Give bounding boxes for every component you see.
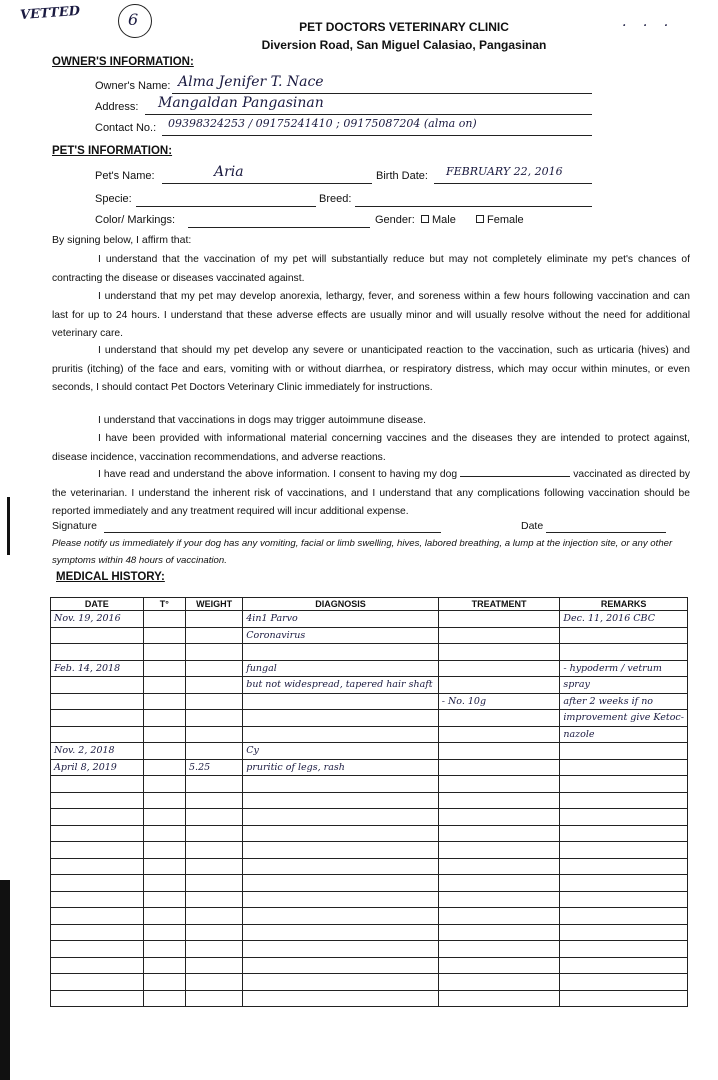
- medical-table-body: [51, 611, 688, 1007]
- table-cell[interactable]: [51, 875, 144, 892]
- pet-section-title: PET'S INFORMATION:: [52, 145, 173, 157]
- table-cell[interactable]: [143, 924, 185, 941]
- address-value: Mangaldan Pangasinan: [158, 95, 324, 111]
- table-cell[interactable]: [143, 891, 185, 908]
- table-row: [51, 627, 688, 644]
- table-cell[interactable]: [438, 776, 560, 793]
- table-cell[interactable]: [51, 627, 144, 644]
- table-cell[interactable]: [186, 660, 243, 677]
- table-cell[interactable]: [51, 990, 144, 1007]
- table-cell[interactable]: fungal: [243, 660, 438, 677]
- table-cell[interactable]: [438, 792, 560, 809]
- pet-name-label: Pet's Name:: [95, 170, 155, 182]
- table-cell[interactable]: Feb. 14, 2018: [51, 660, 144, 677]
- table-cell[interactable]: [143, 809, 185, 826]
- consent-paragraph-6: [52, 466, 690, 522]
- medical-header-cell: TREATMENT: [438, 598, 560, 611]
- table-cell[interactable]: [143, 644, 185, 661]
- consent-intro: By signing below, I affirm that:: [52, 234, 192, 246]
- table-cell[interactable]: [143, 759, 185, 776]
- table-cell[interactable]: [186, 842, 243, 859]
- table-cell[interactable]: [243, 792, 438, 809]
- birth-date-label: Birth Date:: [376, 170, 428, 182]
- table-cell[interactable]: [186, 611, 243, 628]
- table-cell[interactable]: [438, 759, 560, 776]
- table-cell[interactable]: [186, 792, 243, 809]
- table-cell[interactable]: [186, 957, 243, 974]
- table-cell[interactable]: [438, 677, 560, 694]
- table-cell[interactable]: [560, 627, 688, 644]
- clinic-name: PET DOCTORS VETERINARY CLINIC: [299, 20, 509, 34]
- consent-p5-text: I have been provided with informational material concerning vaccines and the diseases they are intended to protect against, disease incidence, vaccination recommendations, and adverse reactions.: [52, 433, 690, 463]
- specie-label: Specie:: [95, 193, 132, 205]
- table-cell[interactable]: [143, 660, 185, 677]
- table-cell[interactable]: [186, 891, 243, 908]
- table-cell[interactable]: [243, 941, 438, 958]
- date-line: [546, 532, 666, 533]
- gender-label: Gender:: [375, 214, 415, 226]
- table-cell[interactable]: April 8, 2019: [51, 759, 144, 776]
- table-cell[interactable]: [560, 858, 688, 875]
- table-cell[interactable]: after 2 weeks if no: [560, 693, 688, 710]
- consent-p6b-text: vaccinated as directed by the veterinarian. I understand the inherent risk of vaccinations, and I understand that any complications following vaccination should be reported immediately and any treatment required will incur additional expense.: [52, 469, 690, 517]
- notify-text: Please notify us immediately if your dog has any vomiting, facial or limb swelling, hives, labored breathing, a lump at the injection site, or any other symptoms within 48 hours of vaccination.: [52, 538, 673, 566]
- consent-paragraph-2: [52, 288, 690, 344]
- table-cell[interactable]: [560, 743, 688, 760]
- pet-name-value: Aria: [214, 164, 244, 180]
- birth-date-line: [434, 183, 592, 184]
- medical-header-cell: DIAGNOSIS: [243, 598, 438, 611]
- table-cell[interactable]: [51, 924, 144, 941]
- table-row: [51, 726, 688, 743]
- table-cell[interactable]: [243, 825, 438, 842]
- table-cell[interactable]: [143, 990, 185, 1007]
- table-cell[interactable]: [243, 693, 438, 710]
- table-cell[interactable]: [186, 908, 243, 925]
- table-cell[interactable]: [438, 858, 560, 875]
- table-cell[interactable]: [186, 644, 243, 661]
- table-cell[interactable]: [560, 792, 688, 809]
- table-cell[interactable]: [438, 941, 560, 958]
- address-line: [145, 114, 592, 115]
- color-label: Color/ Markings:: [95, 214, 176, 226]
- table-row: [51, 941, 688, 958]
- table-cell[interactable]: Nov. 2, 2018: [51, 743, 144, 760]
- table-cell[interactable]: [243, 842, 438, 859]
- table-cell[interactable]: [186, 743, 243, 760]
- table-row: [51, 891, 688, 908]
- consent-p6a-text: I have read and understand the above information. I consent to having my dog: [98, 469, 458, 480]
- table-cell[interactable]: [51, 677, 144, 694]
- table-cell[interactable]: [186, 941, 243, 958]
- table-cell[interactable]: [143, 776, 185, 793]
- table-cell[interactable]: [186, 726, 243, 743]
- table-row: [51, 660, 688, 677]
- table-row: [51, 776, 688, 793]
- table-cell[interactable]: [438, 891, 560, 908]
- medical-section-title: MEDICAL HISTORY:: [56, 571, 165, 583]
- medical-header-cell: DATE: [51, 598, 144, 611]
- table-cell[interactable]: [438, 627, 560, 644]
- table-row: [51, 677, 688, 694]
- table-cell[interactable]: [186, 693, 243, 710]
- table-row: [51, 644, 688, 661]
- gender-male-option[interactable]: [421, 214, 456, 226]
- table-cell[interactable]: [51, 809, 144, 826]
- table-cell[interactable]: - No. 10g: [438, 693, 560, 710]
- table-cell[interactable]: [51, 644, 144, 661]
- scan-margin-mark: [7, 497, 10, 555]
- pet-name-line: [162, 183, 372, 184]
- table-cell[interactable]: [143, 611, 185, 628]
- date-label: Date: [521, 520, 544, 532]
- contact-value: 09398324253 / 09175241410 ; 09175087204 (alma on): [168, 117, 477, 130]
- table-cell[interactable]: [438, 809, 560, 826]
- breed-label: Breed:: [319, 193, 352, 205]
- owner-section-title: OWNER'S INFORMATION:: [52, 56, 194, 68]
- consent-paragraph-5: [52, 430, 690, 467]
- table-cell[interactable]: Nov. 19, 2016: [51, 611, 144, 628]
- table-cell[interactable]: [186, 974, 243, 991]
- female-checkbox[interactable]: [476, 215, 484, 223]
- medical-history-table: [50, 597, 688, 1007]
- owner-name-label: Owner's Name:: [95, 80, 171, 92]
- table-cell[interactable]: [143, 627, 185, 644]
- table-cell[interactable]: [438, 875, 560, 892]
- table-cell[interactable]: [438, 660, 560, 677]
- table-row: [51, 842, 688, 859]
- table-cell[interactable]: [51, 941, 144, 958]
- table-cell[interactable]: [560, 990, 688, 1007]
- table-cell[interactable]: [438, 743, 560, 760]
- clinic-address: Diversion Road, San Miguel Calasiao, Pangasinan: [261, 38, 547, 52]
- table-cell[interactable]: improvement give Ketoc-: [560, 710, 688, 727]
- medical-header-cell: WEIGHT: [186, 598, 243, 611]
- table-cell[interactable]: [51, 825, 144, 842]
- consent-paragraph-3: [52, 342, 690, 398]
- table-cell[interactable]: [143, 974, 185, 991]
- breed-line: [355, 206, 592, 207]
- table-cell[interactable]: [143, 825, 185, 842]
- table-cell[interactable]: [438, 957, 560, 974]
- table-cell[interactable]: [51, 710, 144, 727]
- table-row: [51, 611, 688, 628]
- table-cell[interactable]: [243, 710, 438, 727]
- table-cell[interactable]: but not widespread, tapered hair shaft: [243, 677, 438, 694]
- table-cell[interactable]: [51, 957, 144, 974]
- table-cell[interactable]: [186, 825, 243, 842]
- table-cell[interactable]: [51, 842, 144, 859]
- table-cell[interactable]: nazole: [560, 726, 688, 743]
- table-cell[interactable]: [186, 710, 243, 727]
- consent-paragraph-4: [52, 412, 690, 431]
- table-cell[interactable]: 5.25: [186, 759, 243, 776]
- table-row: [51, 990, 688, 1007]
- table-cell[interactable]: [243, 858, 438, 875]
- corner-number: 6: [128, 10, 139, 29]
- table-cell[interactable]: [186, 858, 243, 875]
- table-cell[interactable]: [143, 875, 185, 892]
- table-cell[interactable]: [438, 974, 560, 991]
- table-cell[interactable]: [143, 792, 185, 809]
- table-cell[interactable]: [243, 891, 438, 908]
- contact-line: [162, 135, 592, 136]
- table-cell[interactable]: [243, 875, 438, 892]
- table-cell[interactable]: [243, 776, 438, 793]
- table-row: [51, 924, 688, 941]
- table-cell[interactable]: [143, 908, 185, 925]
- table-cell[interactable]: [560, 776, 688, 793]
- owner-name-line: [172, 93, 592, 94]
- corner-specks: · · ·: [622, 18, 675, 34]
- color-line: [188, 227, 370, 228]
- table-cell[interactable]: [243, 809, 438, 826]
- table-cell[interactable]: [186, 677, 243, 694]
- table-cell[interactable]: [51, 974, 144, 991]
- medical-header-cell: T°: [143, 598, 185, 611]
- table-cell[interactable]: [186, 627, 243, 644]
- table-cell[interactable]: [143, 941, 185, 958]
- table-cell[interactable]: Coronavirus: [243, 627, 438, 644]
- table-cell[interactable]: [143, 858, 185, 875]
- table-cell[interactable]: [186, 924, 243, 941]
- gender-female-option[interactable]: [476, 214, 524, 226]
- male-checkbox[interactable]: [421, 215, 429, 223]
- consent-p3-text: I understand that should my pet develop any severe or unanticipated reaction to the vaccination, such as urticaria (hives) and pruritis (itching) of the face and ears, vomiting with or without diarrhea, or respiratory distress, which may occur within minutes, or even seconds, I should contact Pet Doctors Veterinary Clinic immediately for instructions.: [52, 345, 690, 393]
- consent-p2-text: I understand that my pet may develop anorexia, lethargy, fever, and soreness within a few hours following vaccination and can last for up to 24 hours. I understand that these adverse effects are usually minor and will usually resolve without the need for additional veterinary care.: [52, 291, 690, 339]
- table-row: [51, 710, 688, 727]
- table-cell[interactable]: [243, 908, 438, 925]
- table-cell[interactable]: [560, 924, 688, 941]
- signature-label: Signature: [52, 520, 97, 532]
- table-cell[interactable]: [560, 957, 688, 974]
- table-row: [51, 974, 688, 991]
- table-cell[interactable]: spray: [560, 677, 688, 694]
- table-row: [51, 875, 688, 892]
- table-cell[interactable]: [143, 677, 185, 694]
- table-cell[interactable]: [243, 726, 438, 743]
- table-row: [51, 957, 688, 974]
- table-cell[interactable]: [438, 924, 560, 941]
- corner-mark: VETTED: [19, 3, 81, 24]
- table-cell[interactable]: [560, 809, 688, 826]
- table-row: [51, 809, 688, 826]
- table-cell[interactable]: [560, 891, 688, 908]
- owner-name-value: Alma Jenifer T. Nace: [178, 74, 324, 90]
- table-cell[interactable]: Dec. 11, 2016 CBC: [560, 611, 688, 628]
- table-row: [51, 743, 688, 760]
- table-cell[interactable]: [560, 759, 688, 776]
- table-cell[interactable]: [560, 842, 688, 859]
- table-cell[interactable]: [560, 825, 688, 842]
- table-cell[interactable]: [186, 809, 243, 826]
- table-cell[interactable]: [438, 710, 560, 727]
- table-cell[interactable]: [438, 990, 560, 1007]
- table-cell[interactable]: [560, 908, 688, 925]
- table-cell[interactable]: [143, 693, 185, 710]
- table-cell[interactable]: pruritic of legs, rash: [243, 759, 438, 776]
- table-cell[interactable]: [438, 908, 560, 925]
- table-cell[interactable]: [186, 990, 243, 1007]
- table-cell[interactable]: [243, 644, 438, 661]
- scan-margin-bar: [0, 880, 10, 1080]
- table-cell[interactable]: [51, 858, 144, 875]
- table-cell[interactable]: - hypoderm / vetrum: [560, 660, 688, 677]
- consent-p4-text: I understand that vaccinations in dogs may trigger autoimmune disease.: [98, 415, 426, 426]
- table-cell[interactable]: [243, 990, 438, 1007]
- contact-label: Contact No.:: [95, 122, 157, 134]
- table-cell[interactable]: [560, 941, 688, 958]
- table-row: [51, 858, 688, 875]
- table-cell[interactable]: [438, 611, 560, 628]
- female-label: Female: [487, 214, 524, 226]
- table-cell[interactable]: [143, 726, 185, 743]
- table-cell[interactable]: [51, 792, 144, 809]
- consent-paragraph-1: [52, 251, 690, 288]
- table-row: [51, 759, 688, 776]
- table-row: [51, 792, 688, 809]
- table-cell[interactable]: [51, 776, 144, 793]
- table-cell[interactable]: [143, 743, 185, 760]
- dog-vaccine-blank: [460, 476, 570, 477]
- medical-table-header: [51, 598, 688, 611]
- table-cell[interactable]: Cy: [243, 743, 438, 760]
- consent-p1-text: I understand that the vaccination of my pet will substantially reduce but may not completely eliminate my pet's chances of contracting the disease or diseases vaccinated against.: [52, 254, 690, 284]
- table-row: [51, 908, 688, 925]
- table-cell[interactable]: [438, 644, 560, 661]
- table-cell[interactable]: [186, 875, 243, 892]
- table-row: [51, 693, 688, 710]
- table-cell[interactable]: [143, 957, 185, 974]
- address-label: Address:: [95, 101, 139, 113]
- table-cell[interactable]: [143, 842, 185, 859]
- table-cell[interactable]: [243, 924, 438, 941]
- signature-line: [104, 532, 441, 533]
- table-cell[interactable]: [560, 875, 688, 892]
- table-cell[interactable]: [243, 974, 438, 991]
- table-cell[interactable]: [243, 957, 438, 974]
- table-cell[interactable]: [143, 710, 185, 727]
- table-cell[interactable]: [438, 842, 560, 859]
- table-cell[interactable]: 4in1 Parvo: [243, 611, 438, 628]
- table-cell[interactable]: [560, 644, 688, 661]
- table-cell[interactable]: [51, 726, 144, 743]
- table-cell[interactable]: [438, 825, 560, 842]
- male-label: Male: [432, 214, 456, 226]
- table-cell[interactable]: [51, 908, 144, 925]
- table-cell[interactable]: [51, 693, 144, 710]
- table-cell[interactable]: [560, 974, 688, 991]
- table-cell[interactable]: [438, 726, 560, 743]
- table-cell[interactable]: [186, 776, 243, 793]
- table-cell[interactable]: [51, 891, 144, 908]
- medical-header-cell: REMARKS: [560, 598, 688, 611]
- specie-line: [136, 206, 316, 207]
- table-row: [51, 825, 688, 842]
- birth-date-value: FEBRUARY 22, 2016: [446, 165, 563, 178]
